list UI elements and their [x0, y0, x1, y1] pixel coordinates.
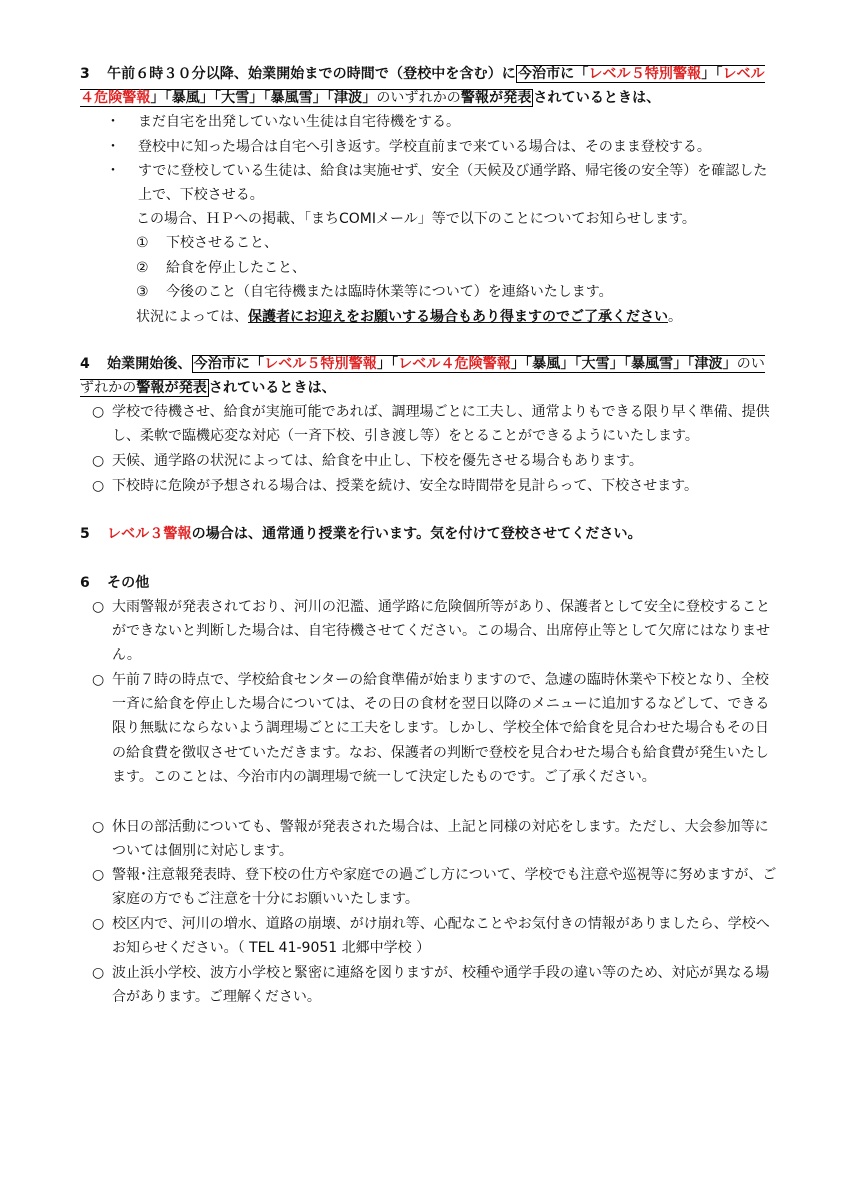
- enum-item: [136, 280, 777, 304]
- list-item: [106, 135, 777, 159]
- list-item: [92, 815, 777, 863]
- section-4-number: 4: [80, 356, 90, 372]
- enum-item: [136, 231, 777, 255]
- bullet-mark: ・: [106, 139, 120, 155]
- section-6-heading: [80, 571, 777, 595]
- level4-warning: レベル４危険警報: [398, 356, 511, 372]
- quote-mid: 」「: [701, 66, 723, 82]
- circle-mark: ○: [92, 672, 105, 688]
- guardian-pickup-note: 保護者にお迎えをお願いする場合もあり得ますのでご了承ください: [248, 309, 668, 325]
- warning-types: 」「暴風」「大雪」「暴風雪」「津波」: [150, 90, 377, 107]
- section-6-number: 6: [80, 575, 90, 591]
- section-3-tail: されているときは、: [533, 90, 661, 107]
- bullet-mark: ・: [106, 114, 120, 130]
- section-5-text: の場合は、通常通り授業を行います。気を付けて登校させてください。: [191, 526, 642, 542]
- list-item: [92, 595, 777, 668]
- warning-issued-text: 警報が発表: [136, 380, 207, 397]
- notice-text: この場合、ＨＰへの掲載、「まちCOMIメール」等で以下のことについてお知らせします。: [136, 211, 696, 227]
- enum-text: 給食を停止したこと、: [166, 260, 306, 276]
- circle-mark: ○: [92, 965, 105, 981]
- closing-note: [136, 305, 777, 329]
- enum-item: [136, 256, 777, 280]
- item-text: 波止浜小学校、波方小学校と緊密に連絡を図りますが、校種や通学手段の違い等のため、対応が異なる場合があります。ご理解ください。: [112, 965, 770, 1006]
- level5-warning: レベル５特別警報: [588, 66, 702, 82]
- list-item: [92, 668, 777, 789]
- circle-mark: ○: [92, 453, 105, 469]
- list-item: [92, 449, 777, 473]
- bullet-text: まだ自宅を出発していない生徒は自宅待機をする。: [138, 114, 460, 130]
- either-text: のいずれかの: [80, 356, 765, 397]
- quote-open: 「: [250, 356, 265, 372]
- section-3-intro: 午前６時３０分以降、始業開始までの時間で（登校中を含む）に: [107, 66, 516, 82]
- warning-types: 」「暴風」「大雪」「暴風雪」「津波」: [510, 356, 737, 372]
- list-item: [92, 912, 777, 960]
- item-text: 校区内で、河川の増水、道路の崩壊、がけ崩れ等、心配なことやお気付きの情報がありましたら、学校へお知らせください。（ TEL 41-9051 北郷中学校 ）: [112, 916, 770, 957]
- quote-open: 「: [574, 66, 589, 82]
- level4-warning: レベル４危険警報: [80, 66, 765, 107]
- item-text: 下校時に危険が予想される場合は、授業を続け、安全な時間帯を見計らって、下校させます。: [112, 478, 699, 494]
- enum-mark: ②: [136, 260, 149, 276]
- section-3-heading: [80, 62, 777, 111]
- warning-issued-text: 警報が発表: [460, 90, 532, 107]
- item-text: 学校で待機させ、給食が実施可能であれば、調理場ごとに工夫し、通常よりもできる限り早く準備、提供し、柔軟で臨機応変な対応（一斉下校、引き渡し等）をとることができるようにいたします。: [112, 404, 770, 445]
- enum-mark: ①: [136, 235, 149, 251]
- circle-mark: ○: [92, 404, 105, 420]
- circle-mark: ○: [92, 599, 105, 615]
- enum-text: 今後のこと（自宅待機または臨時休業等について）を連絡いたします。: [166, 284, 613, 300]
- item-text: 午前７時の時点で、学校給食センターの給食準備が始まりますので、急遽の臨時休業や下校となり、全校一斉に給食を停止した場合については、その日の食材を翌日以降のメニューに追加するなどして、できる限り無駄にならないよう調理場ごとに工夫をします。しかし、学校全体で給食を見合わせた場合もその日の給食費を徴収させていただきます。なお、保護者の判断で登校を見合わせた場合も給食費が発生いたします。このことは、今治市内の調理場で統一して決定したものです。ご了承ください。: [112, 672, 770, 785]
- enum-mark: ③: [136, 284, 149, 300]
- list-item: [106, 110, 777, 134]
- circle-mark: ○: [92, 916, 105, 932]
- item-text: 警報･注意報発表時、登下校の仕方や家庭での過ごし方について、学校でも注意や巡視等に努めますが、ご家庭の方でもご注意を十分にお願いいたします。: [112, 867, 777, 908]
- list-item: [106, 159, 777, 207]
- bullet-text: 登校中に知った場合は自宅へ引き返す。学校直前まで来ている場合は、そのまま登校する。: [138, 139, 711, 155]
- section-3-number: 3: [80, 66, 90, 82]
- list-item: [92, 474, 777, 498]
- section-5-heading: [80, 522, 777, 546]
- bullet-mark: ・: [106, 163, 120, 179]
- circle-mark: ○: [92, 819, 105, 835]
- city-text: 今治市に: [517, 66, 575, 82]
- circle-mark: ○: [92, 478, 105, 494]
- item-text: 休日の部活動についても、警報が発表された場合は、上記と同様の対応をします。ただし、大会参加等については個別に対応します。: [112, 819, 769, 860]
- bullet-text: すでに登校している生徒は、給食は実施せず、安全（天候及び通学路、帰宅後の安全等）を確認した上で、下校させる。: [138, 163, 768, 204]
- list-item: [92, 863, 777, 911]
- closing-prefix: 状況によっては、: [136, 309, 248, 325]
- closing-end: 。: [668, 309, 682, 325]
- level3-warning: レベル３警報: [107, 526, 192, 542]
- city-text: 今治市に: [193, 356, 251, 372]
- section-4-tail: されているときは、: [208, 380, 336, 397]
- list-item: [92, 400, 777, 448]
- quote-mid: 」「: [376, 356, 399, 372]
- enum-text: 下校させること、: [166, 235, 278, 251]
- item-text: 大雨警報が発表されており、河川の氾濫、通学路に危険個所等があり、保護者として安全に登校することができないと判断した場合は、自宅待機させてください。この場合、出席停止等として欠席にはなりません。: [112, 599, 770, 664]
- section-5-number: 5: [80, 526, 90, 542]
- either-text: のいずれかの: [376, 90, 461, 107]
- item-text: 天候、通学路の状況によっては、給食を中止し、下校を優先させる場合もあります。: [112, 453, 643, 469]
- circle-mark: ○: [92, 867, 105, 883]
- section-4-heading: [80, 352, 777, 401]
- list-item: [92, 961, 777, 1009]
- section-6-title: その他: [107, 575, 150, 591]
- section-4-intro: 始業開始後、: [107, 356, 192, 372]
- level5-warning: レベル５特別警報: [264, 356, 377, 372]
